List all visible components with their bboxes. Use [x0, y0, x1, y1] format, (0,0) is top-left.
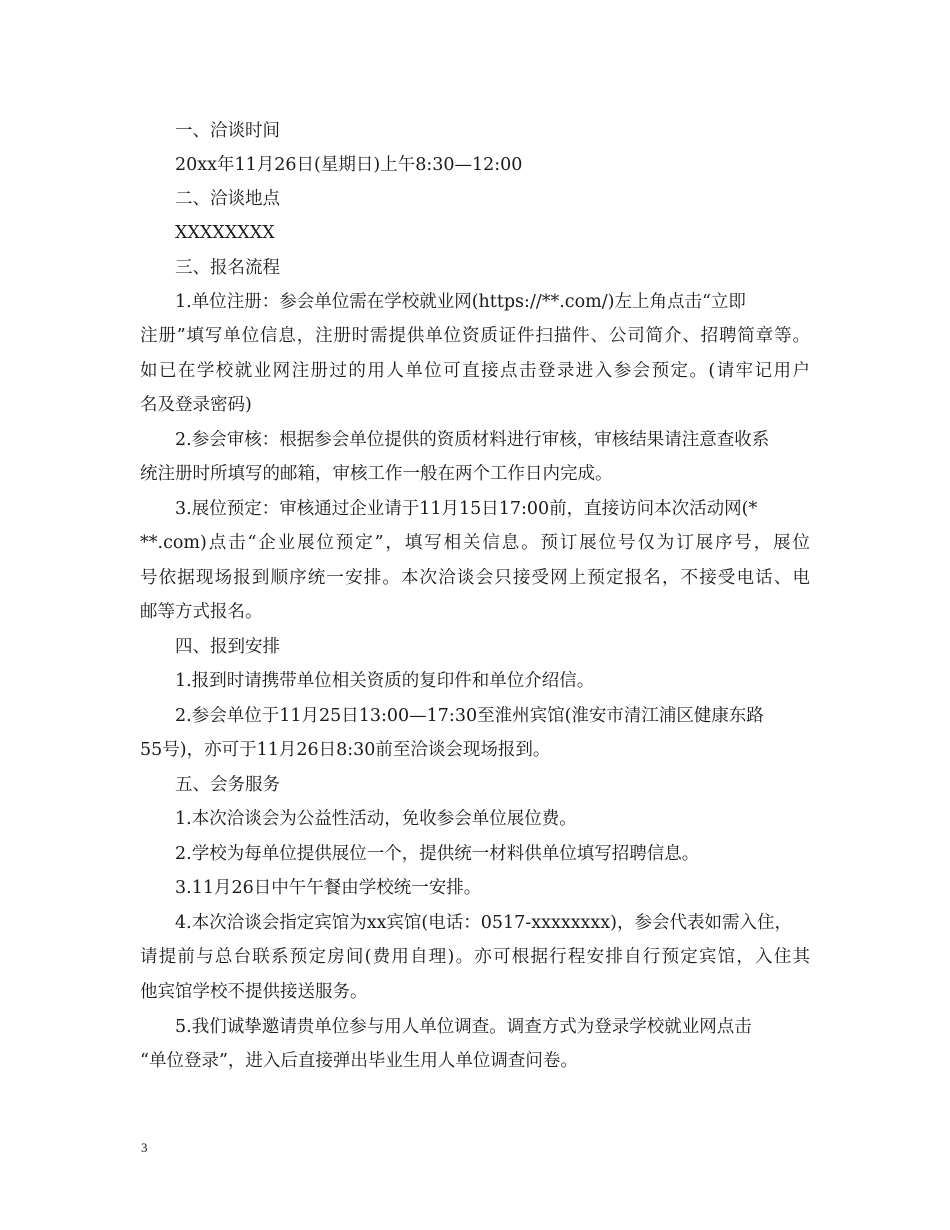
paragraph-line: 2.学校为每单位提供展位一个，提供统一材料供单位填写招聘信息。 — [175, 844, 700, 864]
paragraph-line: 统注册时所填写的邮箱，审核工作一般在两个工作日内完成。 — [140, 464, 613, 484]
paragraph-line: 2.参会审核：根据参会单位提供的资质材料进行审核，审核结果请注意查收系 — [175, 430, 770, 450]
heading-registration: 三、报名流程 — [175, 258, 280, 278]
paragraph-line: 1.报到时请携带单位相关资质的复印件和单位介绍信。 — [175, 671, 595, 691]
paragraph-line: 名及登录密码) — [140, 395, 252, 415]
paragraph-line: 3.展位预定：审核通过企业请于11月15日17:00前，直接访问本次活动网(* — [175, 499, 758, 519]
page-number: 3 — [141, 1140, 148, 1155]
paragraph-line: 4.本次洽谈会指定宾馆为xx宾馆(电话：0517-xxxxxxxx)，参会代表如需入住， — [175, 913, 792, 933]
paragraph-line: 邮等方式报名。 — [140, 602, 263, 622]
paragraph-line: 5.我们诚挚邀请贵单位参与用人单位调查。调查方式为登录学校就业网点击 — [175, 1017, 752, 1037]
heading-services: 五、会务服务 — [175, 775, 280, 795]
paragraph-line: 号依据现场报到顺序统一安排。本次洽谈会只接受网上预定报名，不接受电话、电 — [140, 568, 810, 588]
paragraph-line: 2.参会单位于11月25日13:00—17:30至淮州宾馆(淮安市清江浦区健康东路 — [175, 706, 764, 726]
paragraph-line: 请提前与总台联系预定房间(费用自理)。亦可根据行程安排自行预定宾馆，入住其 — [140, 947, 810, 967]
heading-checkin: 四、报到安排 — [175, 637, 280, 657]
paragraph-line: 他宾馆学校不提供接送服务。 — [140, 982, 368, 1002]
heading-location: 二、洽谈地点 — [175, 189, 280, 209]
paragraph-line: 如已在学校就业网注册过的用人单位可直接点击登录进入参会预定。(请牢记用户 — [140, 361, 810, 381]
paragraph-line: “单位登录”，进入后直接弹出毕业生用人单位调查问卷。 — [140, 1051, 578, 1071]
paragraph-line: 20xx年11月26日(星期日)上午8:30—12:00 — [175, 155, 523, 175]
paragraph-line: 3.11月26日中午午餐由学校统一安排。 — [175, 878, 482, 898]
paragraph-line: 1.单位注册：参会单位需在学校就业网(https://**.com/)左上角点击“立即 — [175, 292, 746, 312]
heading-time: 一、洽谈时间 — [175, 121, 280, 141]
paragraph-line: **.com)点击“企业展位预定”，填写相关信息。预订展位号仅为订展序号，展位 — [140, 533, 810, 553]
paragraph-line: 1.本次洽谈会为公益性活动，免收参会单位展位费。 — [175, 809, 577, 829]
paragraph-line: XXXXXXXX — [175, 223, 275, 243]
paragraph-line: 55号)，亦可于11月26日8:30前至洽谈会现场报到。 — [140, 740, 551, 760]
paragraph-line: 注册”填写单位信息，注册时需提供单位资质证件扫描件、公司简介、招聘简章等。 — [140, 326, 810, 346]
